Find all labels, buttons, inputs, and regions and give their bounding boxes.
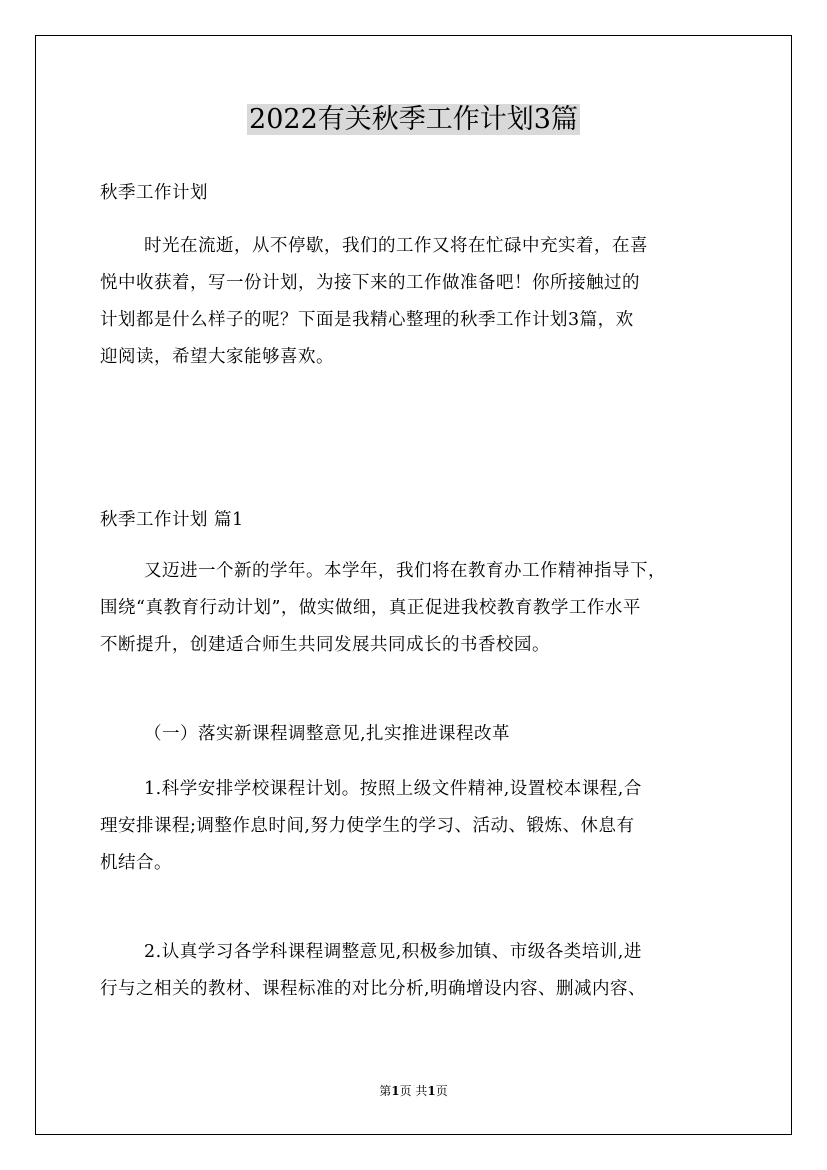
paragraph-line: 不断提升，创建适合师生共同发展共同成长的书香校园。 <box>100 635 550 655</box>
footer-prefix: 第 <box>379 1084 392 1098</box>
paragraph-line: 围绕“真教育行动计划”，做实做细，真正促进我校教育教学工作水平 <box>100 598 641 618</box>
item-line: 1.科学安排学校课程计划。按照上级文件精神,设置校本课程,合 <box>144 779 642 799</box>
intro-line: 计划都是什么样子的呢？下面是我精心整理的秋季工作计划3篇，欢 <box>100 310 634 330</box>
intro-line: 悦中收获着，写一份计划，为接下来的工作做准备吧！你所接触过的 <box>100 273 640 293</box>
document-subtitle: 秋季工作计划 <box>100 183 208 203</box>
item-line: 理安排课程;调整作息时间,努力使学生的学习、活动、锻炼、休息有 <box>100 816 635 836</box>
footer-suffix: 页 <box>435 1084 448 1098</box>
document-title-text: 2022有关秋季工作计划3篇 <box>249 104 578 135</box>
section-paragraph-1 <box>100 553 728 664</box>
intro-line: 时光在流逝，从不停歇，我们的工作又将在忙碌中充实着，在喜 <box>144 236 648 256</box>
item-2-paragraph <box>100 934 728 1008</box>
page-footer <box>0 1083 827 1099</box>
footer-current-page: 1 <box>391 1084 400 1098</box>
item-1-paragraph <box>100 771 728 882</box>
footer-mid: 页 共 <box>399 1084 428 1098</box>
footer-total-pages: 1 <box>427 1084 436 1098</box>
section-heading: 秋季工作计划 篇1 <box>100 510 244 530</box>
paragraph-line: 又迈进一个新的学年。本学年，我们将在教育办工作精神指导下， <box>144 561 666 581</box>
intro-paragraph <box>100 228 728 376</box>
sub-heading: （一）落实新课程调整意见,扎实推进课程改革 <box>144 724 511 744</box>
intro-line: 迎阅读，希望大家能够喜欢。 <box>100 347 334 367</box>
item-line: 2.认真学习各学科课程调整意见,积极参加镇、市级各类培训,进 <box>144 942 642 962</box>
document-title <box>0 100 827 140</box>
item-line: 机结合。 <box>100 853 172 873</box>
item-line: 行与之相关的教材、课程标准的对比分析,明确增设内容、删减内容、 <box>100 979 647 999</box>
